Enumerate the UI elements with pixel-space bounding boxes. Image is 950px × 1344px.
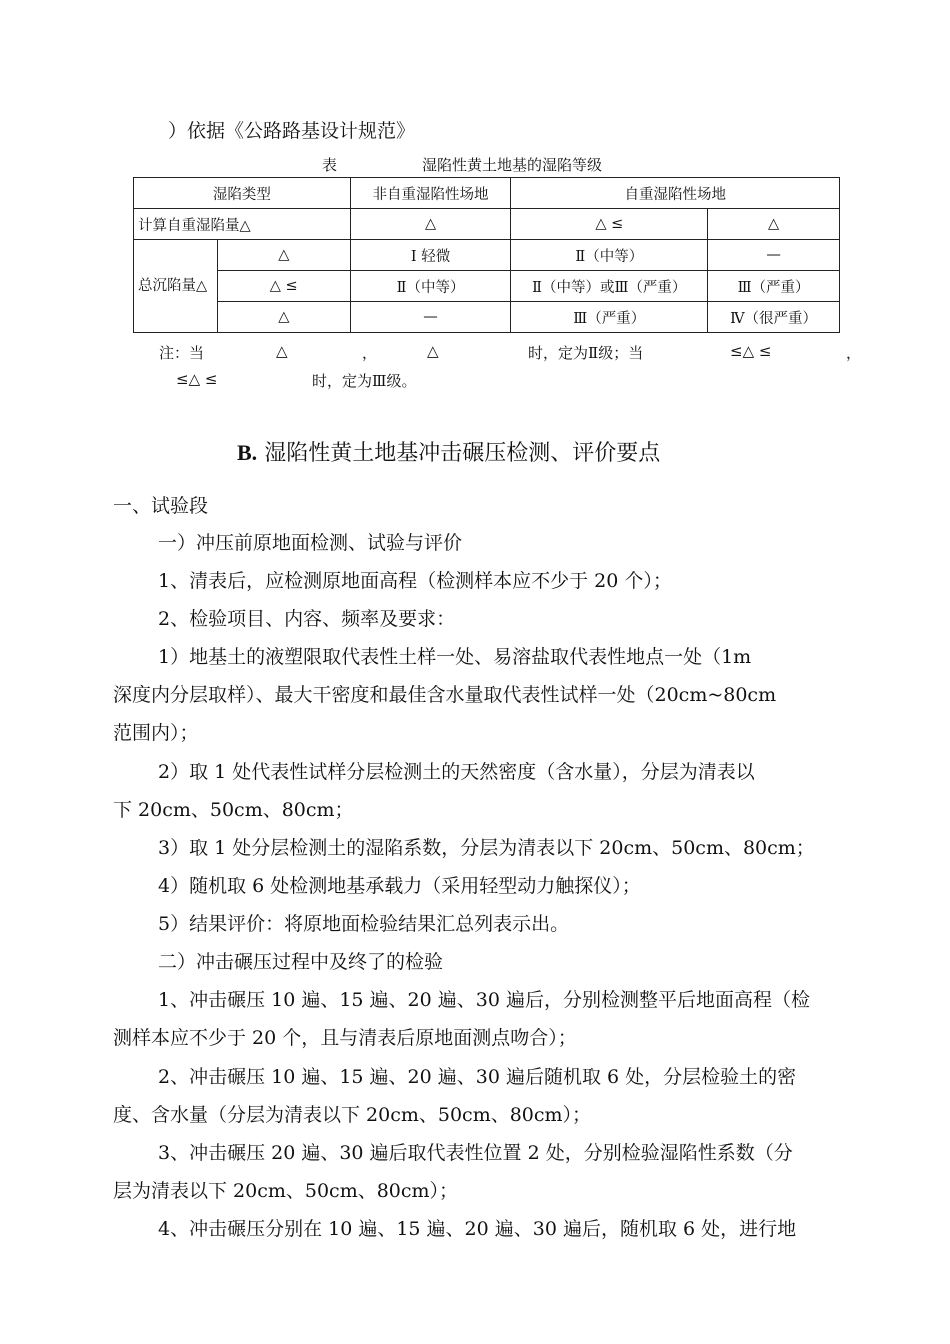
note-text: ≤△ ≤ bbox=[176, 370, 218, 388]
table-cell: △ bbox=[708, 209, 840, 240]
paragraph: 2、冲击碾压 10 遍、15 遍、20 遍、30 遍后随机取 6 处，分层检验土的密 bbox=[158, 1066, 797, 1088]
note-text: ， bbox=[362, 344, 378, 362]
note-text: ≤△ ≤ bbox=[730, 342, 772, 360]
paragraph: 测样本应不少于 20 个，且与清表后原地面测点吻合）； bbox=[113, 1027, 577, 1049]
paragraph: 1）地基土的液塑限取代表性土样一处、易溶盐取代表性地点一处（1m bbox=[158, 646, 752, 668]
note-text: ， bbox=[846, 344, 862, 362]
paragraph: 层为清表以下 20cm、50cm、80cm）； bbox=[113, 1180, 459, 1202]
paragraph: 4）随机取 6 处检测地基承载力（采用轻型动力触探仪）； bbox=[158, 875, 641, 897]
table-cell: Ⅲ（严重） bbox=[708, 271, 840, 302]
note-text: △ bbox=[427, 342, 439, 360]
table-caption-title: 湿陷性黄土地基的湿陷等级 bbox=[422, 156, 603, 174]
table-cell: Ⅳ（很严重） bbox=[708, 302, 840, 333]
paragraph: 1、清表后，应检测原地面高程（检测样本应不少于 20 个）； bbox=[158, 570, 672, 592]
table-cell: Ⅱ（中等） bbox=[350, 271, 511, 302]
note-text: △ bbox=[276, 342, 288, 360]
paragraph: 一）冲压前原地面检测、试验与评价 bbox=[158, 532, 463, 554]
table-cell: △ ≤ bbox=[217, 271, 350, 302]
paragraph: 3、冲击碾压 20 遍、30 遍后取代表性位置 2 处，分别检验湿陷性系数（分 bbox=[158, 1142, 793, 1164]
table-cell: Ⅱ（中等）或Ⅲ（严重） bbox=[511, 271, 708, 302]
total-settlement-label: 总沉陷量△ bbox=[134, 240, 218, 333]
header-collapse-type: 湿陷类型 bbox=[134, 178, 351, 209]
table-cell: △ bbox=[217, 240, 350, 271]
table-cell: △ bbox=[350, 209, 511, 240]
section-heading-prefix: B. bbox=[237, 440, 258, 465]
table-cell: △ ≤ bbox=[511, 209, 708, 240]
subsection-title: 一、试验段 bbox=[113, 495, 209, 517]
paragraph: 下 20cm、50cm、80cm； bbox=[113, 799, 354, 821]
paragraph: 2）取 1 处代表性试样分层检测土的天然密度（含水量），分层为清表以 bbox=[158, 761, 755, 783]
paragraph: 二）冲击碾压过程中及终了的检验 bbox=[158, 951, 444, 973]
paragraph: 深度内分层取样）、最大干密度和最佳含水量取代表性试样一处（20cm~80cm bbox=[113, 684, 777, 706]
header-self-weight-site: 自重湿陷性场地 bbox=[511, 178, 840, 209]
paragraph: 5）结果评价：将原地面检验结果汇总列表示出。 bbox=[158, 913, 570, 935]
table-cell: Ⅲ（严重） bbox=[511, 302, 708, 333]
section-heading-title: 湿陷性黄土地基冲击碾压检测、评价要点 bbox=[264, 441, 661, 466]
paragraph: 3）取 1 处分层检测土的湿陷系数，分层为清表以下 20cm、50cm、80cm； bbox=[158, 837, 815, 859]
section-heading bbox=[237, 436, 660, 467]
table-cell: △ bbox=[217, 302, 350, 333]
note-text: 时，定为Ⅱ级；当 bbox=[528, 344, 644, 362]
table-header-row bbox=[134, 178, 840, 209]
table-caption-label: 表 bbox=[322, 156, 338, 174]
paragraph: 4、冲击碾压分别在 10 遍、15 遍、20 遍、30 遍后，随机取 6 处，进行地 bbox=[158, 1218, 797, 1240]
table-cell: — bbox=[708, 240, 840, 271]
table-cell: — bbox=[350, 302, 511, 333]
note-text: 时，定为Ⅲ级。 bbox=[312, 372, 417, 390]
table-row bbox=[134, 302, 840, 333]
collapsibility-grade-table bbox=[133, 177, 840, 333]
table-cell: Ⅰ 轻微 bbox=[350, 240, 511, 271]
paragraph: 度、含水量（分层为清表以下 20cm、50cm、80cm）； bbox=[113, 1104, 592, 1126]
header-non-self-weight-site: 非自重湿陷性场地 bbox=[350, 178, 511, 209]
table-row bbox=[134, 271, 840, 302]
basis-line: ）依据《公路路基设计规范》 bbox=[168, 120, 416, 142]
table-cell: Ⅱ（中等） bbox=[511, 240, 708, 271]
table-row-calc bbox=[134, 209, 840, 240]
table-row bbox=[134, 240, 840, 271]
note-text: 注：当 bbox=[159, 344, 205, 362]
paragraph: 范围内）； bbox=[113, 722, 199, 744]
paragraph: 1、冲击碾压 10 遍、15 遍、20 遍、30 遍后，分别检测整平后地面高程（检 bbox=[158, 989, 810, 1011]
calc-self-weight-label: 计算自重湿陷量△ bbox=[134, 209, 351, 240]
paragraph: 2、检验项目、内容、频率及要求： bbox=[158, 608, 456, 630]
